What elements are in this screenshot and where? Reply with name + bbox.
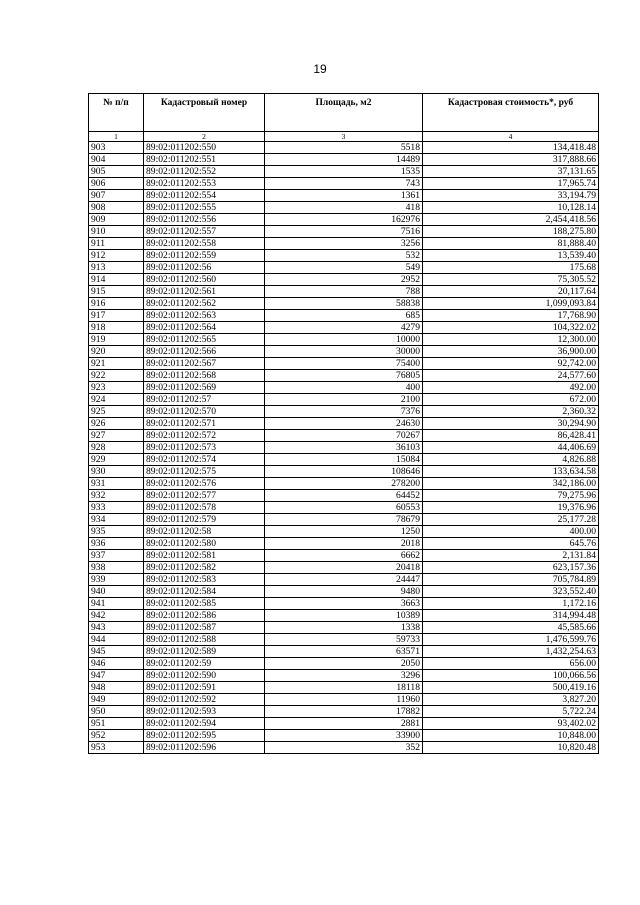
row-number: 949: [89, 694, 144, 706]
cadastral-value: 17,965.74: [423, 178, 599, 190]
area-value: 59733: [265, 634, 423, 646]
cadastral-number: 89:02:011202:582: [144, 562, 265, 574]
table-row: [89, 670, 599, 682]
table-row: [89, 454, 599, 466]
area-value: 4279: [265, 322, 423, 334]
table-row: [89, 382, 599, 394]
cadastral-value: 323,552.40: [423, 586, 599, 598]
cadastral-value: 188,275.80: [423, 226, 599, 238]
table-row: [89, 154, 599, 166]
cadastral-value: 20,117.64: [423, 286, 599, 298]
area-value: 78679: [265, 514, 423, 526]
cadastral-value: 2,454,418.56: [423, 214, 599, 226]
cadastral-number: 89:02:011202:565: [144, 334, 265, 346]
cadastral-number: 89:02:011202:587: [144, 622, 265, 634]
table-row: [89, 250, 599, 262]
cadastral-value: 656.00: [423, 658, 599, 670]
area-value: 278200: [265, 478, 423, 490]
area-value: 6662: [265, 550, 423, 562]
table-row: [89, 286, 599, 298]
table-row: [89, 514, 599, 526]
cadastral-value: 25,177.28: [423, 514, 599, 526]
area-value: 18118: [265, 682, 423, 694]
cadastral-number: 89:02:011202:566: [144, 346, 265, 358]
cadastral-value: 79,275.96: [423, 490, 599, 502]
cadastral-number: 89:02:011202:594: [144, 718, 265, 730]
table-row: [89, 466, 599, 478]
cadastral-value: 4,826.88: [423, 454, 599, 466]
row-number: 914: [89, 274, 144, 286]
area-value: 24447: [265, 574, 423, 586]
cadastral-number: 89:02:011202:584: [144, 586, 265, 598]
cadastral-value: 672.00: [423, 394, 599, 406]
row-number: 947: [89, 670, 144, 682]
row-number: 934: [89, 514, 144, 526]
table-row: [89, 526, 599, 538]
cadastral-value: 33,194.79: [423, 190, 599, 202]
row-number: 912: [89, 250, 144, 262]
area-value: 76805: [265, 370, 423, 382]
cadastral-value: 1,476,599.76: [423, 634, 599, 646]
row-number: 945: [89, 646, 144, 658]
cadastral-value: 314,994.48: [423, 610, 599, 622]
cadastral-number: 89:02:011202:578: [144, 502, 265, 514]
cadastral-number: 89:02:011202:555: [144, 202, 265, 214]
header-cadastral-value: Кадастровая стоимость*, руб: [423, 94, 599, 132]
cadastral-number: 89:02:011202:551: [144, 154, 265, 166]
cadastral-value: 93,402.02: [423, 718, 599, 730]
area-value: 400: [265, 382, 423, 394]
row-number: 924: [89, 394, 144, 406]
row-number: 918: [89, 322, 144, 334]
row-number: 921: [89, 358, 144, 370]
row-number: 908: [89, 202, 144, 214]
cadastral-number: 89:02:011202:569: [144, 382, 265, 394]
table-row: [89, 598, 599, 610]
area-value: 9480: [265, 586, 423, 598]
row-number: 948: [89, 682, 144, 694]
cadastral-number: 89:02:011202:586: [144, 610, 265, 622]
area-value: 11960: [265, 694, 423, 706]
row-number: 920: [89, 346, 144, 358]
area-value: 2050: [265, 658, 423, 670]
row-number: 931: [89, 478, 144, 490]
area-value: 60553: [265, 502, 423, 514]
area-value: 7516: [265, 226, 423, 238]
row-number: 903: [89, 142, 144, 154]
column-number: 4: [423, 132, 599, 142]
table-row: [89, 706, 599, 718]
cadastral-value: 10,820.48: [423, 742, 599, 754]
area-value: 352: [265, 742, 423, 754]
area-value: 3296: [265, 670, 423, 682]
cadastre-table: [88, 93, 599, 754]
cadastral-value: 75,305.52: [423, 274, 599, 286]
row-number: 925: [89, 406, 144, 418]
table-row: [89, 442, 599, 454]
row-number: 907: [89, 190, 144, 202]
table-row: [89, 538, 599, 550]
row-number: 932: [89, 490, 144, 502]
area-value: 532: [265, 250, 423, 262]
row-number: 917: [89, 310, 144, 322]
cadastral-value: 44,406.69: [423, 442, 599, 454]
cadastral-number: 89:02:011202:558: [144, 238, 265, 250]
cadastral-number: 89:02:011202:56: [144, 262, 265, 274]
area-value: 63571: [265, 646, 423, 658]
row-number: 937: [89, 550, 144, 562]
column-number: 2: [144, 132, 265, 142]
area-value: 14489: [265, 154, 423, 166]
cadastral-value: 175.68: [423, 262, 599, 274]
table-row: [89, 274, 599, 286]
column-number-row: [89, 132, 599, 142]
cadastral-value: 317,888.66: [423, 154, 599, 166]
area-value: 3256: [265, 238, 423, 250]
cadastral-value: 400.00: [423, 526, 599, 538]
cadastral-value: 19,376.96: [423, 502, 599, 514]
table-row: [89, 742, 599, 754]
area-value: 10000: [265, 334, 423, 346]
cadastral-value: 1,099,093.84: [423, 298, 599, 310]
cadastral-value: 623,157.36: [423, 562, 599, 574]
row-number: 938: [89, 562, 144, 574]
cadastral-value: 492.00: [423, 382, 599, 394]
cadastral-number: 89:02:011202:575: [144, 466, 265, 478]
table-row: [89, 238, 599, 250]
cadastral-number: 89:02:011202:554: [144, 190, 265, 202]
area-value: 2100: [265, 394, 423, 406]
row-number: 940: [89, 586, 144, 598]
table-row: [89, 214, 599, 226]
cadastral-value: 342,186.00: [423, 478, 599, 490]
table-row: [89, 562, 599, 574]
table-row: [89, 358, 599, 370]
area-value: 788: [265, 286, 423, 298]
area-value: 36103: [265, 442, 423, 454]
row-number: 953: [89, 742, 144, 754]
cadastral-number: 89:02:011202:58: [144, 526, 265, 538]
area-value: 685: [265, 310, 423, 322]
cadastral-number: 89:02:011202:590: [144, 670, 265, 682]
column-number: 1: [89, 132, 144, 142]
row-number: 905: [89, 166, 144, 178]
row-number: 933: [89, 502, 144, 514]
area-value: 3663: [265, 598, 423, 610]
header-area: Площадь, м2: [265, 94, 423, 132]
cadastral-number: 89:02:011202:585: [144, 598, 265, 610]
cadastral-number: 89:02:011202:59: [144, 658, 265, 670]
table-row: [89, 262, 599, 274]
area-value: 10389: [265, 610, 423, 622]
cadastral-number: 89:02:011202:556: [144, 214, 265, 226]
cadastral-number: 89:02:011202:570: [144, 406, 265, 418]
cadastral-number: 89:02:011202:562: [144, 298, 265, 310]
row-number: 910: [89, 226, 144, 238]
cadastral-number: 89:02:011202:580: [144, 538, 265, 550]
cadastral-number: 89:02:011202:577: [144, 490, 265, 502]
row-number: 950: [89, 706, 144, 718]
cadastral-number: 89:02:011202:561: [144, 286, 265, 298]
area-value: 64452: [265, 490, 423, 502]
table-row: [89, 202, 599, 214]
area-value: 1535: [265, 166, 423, 178]
table-row: [89, 730, 599, 742]
table-row: [89, 586, 599, 598]
area-value: 58838: [265, 298, 423, 310]
cadastral-value: 30,294.90: [423, 418, 599, 430]
area-value: 2881: [265, 718, 423, 730]
area-value: 162976: [265, 214, 423, 226]
row-number: 941: [89, 598, 144, 610]
cadastral-number: 89:02:011202:564: [144, 322, 265, 334]
area-value: 20418: [265, 562, 423, 574]
cadastral-number: 89:02:011202:574: [144, 454, 265, 466]
table-row: [89, 694, 599, 706]
table-row: [89, 406, 599, 418]
area-value: 2018: [265, 538, 423, 550]
row-number: 944: [89, 634, 144, 646]
cadastral-number: 89:02:011202:579: [144, 514, 265, 526]
cadastral-number: 89:02:011202:563: [144, 310, 265, 322]
table-body: [89, 142, 599, 754]
cadastral-value: 17,768.90: [423, 310, 599, 322]
cadastral-number: 89:02:011202:552: [144, 166, 265, 178]
table-row: [89, 298, 599, 310]
row-number: 928: [89, 442, 144, 454]
cadastral-number: 89:02:011202:572: [144, 430, 265, 442]
table-row: [89, 430, 599, 442]
cadastral-number: 89:02:011202:593: [144, 706, 265, 718]
column-number: 3: [265, 132, 423, 142]
row-number: 942: [89, 610, 144, 622]
row-number: 951: [89, 718, 144, 730]
cadastral-number: 89:02:011202:550: [144, 142, 265, 154]
cadastral-number: 89:02:011202:568: [144, 370, 265, 382]
cadastral-value: 1,432,254.63: [423, 646, 599, 658]
area-value: 1361: [265, 190, 423, 202]
cadastral-number: 89:02:011202:553: [144, 178, 265, 190]
table-row: [89, 502, 599, 514]
cadastral-number: 89:02:011202:567: [144, 358, 265, 370]
row-number: 904: [89, 154, 144, 166]
cadastral-value: 645.76: [423, 538, 599, 550]
table-row: [89, 634, 599, 646]
cadastral-value: 5,722.24: [423, 706, 599, 718]
cadastral-value: 100,066.56: [423, 670, 599, 682]
table-row: [89, 190, 599, 202]
cadastral-value: 37,131.65: [423, 166, 599, 178]
row-number: 916: [89, 298, 144, 310]
header-cadastral-number: Кадастровый номер: [144, 94, 265, 132]
cadastral-number: 89:02:011202:596: [144, 742, 265, 754]
cadastral-value: 86,428.41: [423, 430, 599, 442]
row-number: 915: [89, 286, 144, 298]
cadastral-number: 89:02:011202:573: [144, 442, 265, 454]
table-row: [89, 610, 599, 622]
table-row: [89, 178, 599, 190]
cadastral-value: 1,172.16: [423, 598, 599, 610]
cadastral-number: 89:02:011202:557: [144, 226, 265, 238]
row-number: 909: [89, 214, 144, 226]
table-row: [89, 658, 599, 670]
table-row: [89, 166, 599, 178]
cadastral-value: 12,300.00: [423, 334, 599, 346]
cadastral-value: 3,827.20: [423, 694, 599, 706]
table-row: [89, 490, 599, 502]
row-number: 906: [89, 178, 144, 190]
table-row: [89, 334, 599, 346]
table-row: [89, 346, 599, 358]
cadastral-value: 104,322.02: [423, 322, 599, 334]
cadastral-number: 89:02:011202:581: [144, 550, 265, 562]
row-number: 929: [89, 454, 144, 466]
row-number: 926: [89, 418, 144, 430]
cadastral-number: 89:02:011202:588: [144, 634, 265, 646]
cadastral-value: 10,128.14: [423, 202, 599, 214]
cadastral-number: 89:02:011202:576: [144, 478, 265, 490]
table-row: [89, 574, 599, 586]
row-number: 943: [89, 622, 144, 634]
area-value: 30000: [265, 346, 423, 358]
area-value: 418: [265, 202, 423, 214]
cadastral-value: 92,742.00: [423, 358, 599, 370]
area-value: 108646: [265, 466, 423, 478]
table-header-row: [89, 94, 599, 132]
row-number: 922: [89, 370, 144, 382]
area-value: 70267: [265, 430, 423, 442]
table-row: [89, 718, 599, 730]
row-number: 913: [89, 262, 144, 274]
cadastral-value: 133,634.58: [423, 466, 599, 478]
area-value: 75400: [265, 358, 423, 370]
cadastral-number: 89:02:011202:592: [144, 694, 265, 706]
row-number: 930: [89, 466, 144, 478]
area-value: 743: [265, 178, 423, 190]
cadastral-number: 89:02:011202:57: [144, 394, 265, 406]
cadastral-value: 81,888.40: [423, 238, 599, 250]
row-number: 911: [89, 238, 144, 250]
cadastral-number: 89:02:011202:559: [144, 250, 265, 262]
table-row: [89, 478, 599, 490]
cadastral-value: 24,577.60: [423, 370, 599, 382]
cadastral-value: 13,539.40: [423, 250, 599, 262]
cadastral-number: 89:02:011202:591: [144, 682, 265, 694]
table-row: [89, 394, 599, 406]
area-value: 1250: [265, 526, 423, 538]
cadastral-value: 500,419.16: [423, 682, 599, 694]
row-number: 927: [89, 430, 144, 442]
cadastral-number: 89:02:011202:589: [144, 646, 265, 658]
cadastral-value: 2,131.84: [423, 550, 599, 562]
cadastral-value: 45,585.66: [423, 622, 599, 634]
table-row: [89, 418, 599, 430]
table-row: [89, 226, 599, 238]
area-value: 5518: [265, 142, 423, 154]
cadastral-number: 89:02:011202:595: [144, 730, 265, 742]
area-value: 7376: [265, 406, 423, 418]
table-row: [89, 550, 599, 562]
row-number: 946: [89, 658, 144, 670]
page-number: 19: [313, 62, 327, 76]
area-value: 15084: [265, 454, 423, 466]
area-value: 33900: [265, 730, 423, 742]
row-number: 919: [89, 334, 144, 346]
row-number: 935: [89, 526, 144, 538]
cadastral-value: 2,360.32: [423, 406, 599, 418]
area-value: 17882: [265, 706, 423, 718]
table-row: [89, 310, 599, 322]
cadastral-number: 89:02:011202:560: [144, 274, 265, 286]
cadastral-number: 89:02:011202:571: [144, 418, 265, 430]
table-row: [89, 682, 599, 694]
cadastral-value: 134,418.48: [423, 142, 599, 154]
area-value: 2952: [265, 274, 423, 286]
area-value: 549: [265, 262, 423, 274]
table-row: [89, 622, 599, 634]
area-value: 24630: [265, 418, 423, 430]
row-number: 923: [89, 382, 144, 394]
area-value: 1338: [265, 622, 423, 634]
row-number: 952: [89, 730, 144, 742]
table-row: [89, 646, 599, 658]
cadastral-value: 10,848.00: [423, 730, 599, 742]
header-number: № п/п: [89, 94, 144, 132]
cadastral-number: 89:02:011202:583: [144, 574, 265, 586]
table-row: [89, 370, 599, 382]
table-row: [89, 322, 599, 334]
cadastral-value: 36,900.00: [423, 346, 599, 358]
table-row: [89, 142, 599, 154]
row-number: 936: [89, 538, 144, 550]
row-number: 939: [89, 574, 144, 586]
cadastral-value: 705,784.89: [423, 574, 599, 586]
